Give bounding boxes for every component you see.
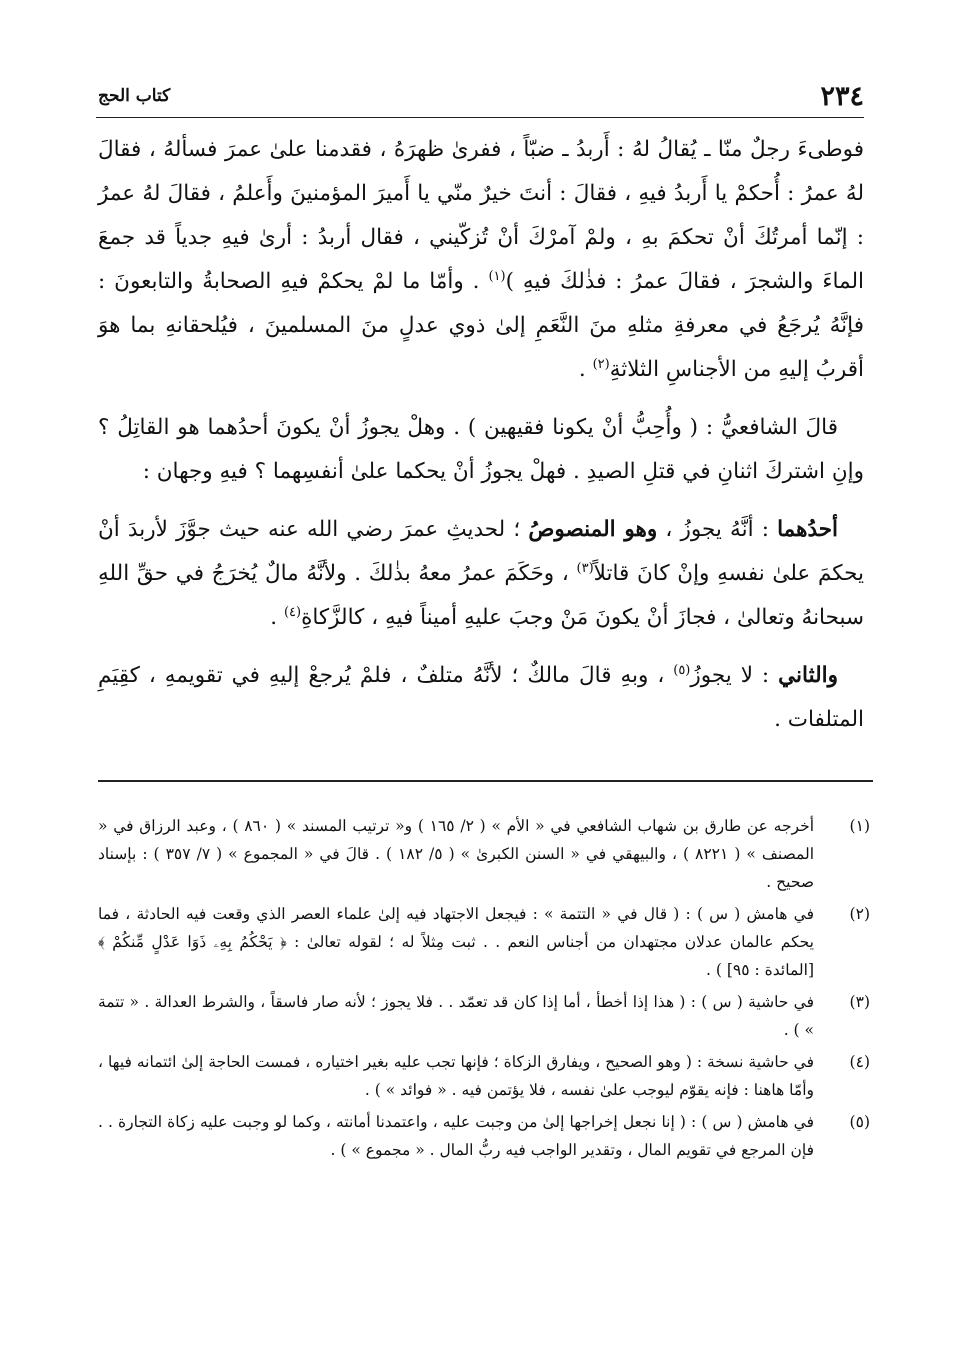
footnote-text: أخرجه عن طارق بن شهاب الشافعي في « الأم » ( ٢/ ١٦٥ ) و« ترتيب المسند » ( ٨٦٠ ) ، وعبد الرزاق في « المصنف » ( ٨٢٢١ ) ، والبيهقي في « السنن الكبرىٰ » ( ٥/ ١٨٢ ) . قالَ في « المجموع » ( ٧/ ٣٥٧ ) : بإسناد صحيح . — [98, 817, 815, 891]
footnote-2 — [98, 900, 870, 984]
footnote-number: (٥) — [849, 1113, 870, 1131]
paragraph-text: ، وبهِ قالَ مالكٌ ؛ لأنَّهُ متلفٌ ، فلمْ يُرجعْ إليهِ في تقويمهِ ، كقِيَمِ المتلفات . — [98, 663, 864, 732]
footnote-text: في حاشية ( س ) : ( هذا إذا أخطأ ، أما إذا كان قد تعمّد . . فلا يجوز ؛ لأنه صار فاسقاً ، والشرط العدالة . « تتمة » ) . — [98, 993, 814, 1039]
main-text — [98, 128, 864, 756]
footnote-3 — [98, 988, 870, 1044]
paragraph-text: : أنَّهُ يجوزُ ، — [657, 517, 778, 542]
paragraph-athar-umar — [98, 128, 864, 392]
paragraph-shafii-quote — [98, 406, 864, 494]
footnote-text: في حاشية نسخة : ( وهو الصحيح ، ويفارق الزكاة ؛ فإنها تجب عليه بغير اختياره ، فمست الحاجة إلىٰ ائتمانه فيها ، وأمّا هاهنا : فإنه يقوّم ليوجب علىٰ نفسه ، فلا يؤتمن فيه . « فوائد » ) . — [98, 1053, 814, 1099]
bold-phrase: وهو المنصوصُ — [528, 517, 658, 542]
paragraph-text: ، وحَكَمَ عمرُ معهُ بذٰلكَ . ولأنَّهُ مالٌ يُخرَجُ في حقِّ اللهِ سبحانهُ وتعالىٰ ، فجازَ أنْ يكونَ مَنْ وجبَ عليهِ أميناً فيهِ ، كالزَّكاةِ — [98, 561, 864, 630]
page-number: ٢٣٤ — [820, 80, 864, 112]
paragraph-text: فوطىءَ رجلٌ منّا ـ يُقالُ لهُ : أَربدُ ـ ضبّاً ، ففرىٰ ظهرَهُ ، فقدمنا علىٰ عمرَ فسألهُ ، فقالَ لهُ عمرُ : أُحكمْ يا أَربدُ فيهِ ، فقالَ : أنتَ خيرٌ منّي يا أَميرَ المؤمنينَ وأَعلمُ ، فقالَ لهُ عمرُ : إنّما أمرتُكَ أنْ تحكمَ بهِ ، ولمْ آمرْكَ أنْ تُزكّيني ، فقال أربدُ : أرىٰ فيهِ جدياً قد جمعَ الماءَ والشجرَ ، فقالَ عمرُ : فذٰلكَ فيهِ ) — [98, 137, 864, 294]
paragraph-text: قالَ الشافعيُّ : ( وأُحِبُّ أنْ يكونا فقيهين ) . وهلْ يجوزُ أنْ يكونَ أحدُهما هو القاتِلُ ؟ وإنِ اشتركَ اثنانِ في قتلِ الصيدِ . فهلْ يجوزُ أنْ يحكما علىٰ أنفسِهما ؟ فيهِ وجهان : — [98, 415, 864, 484]
footnote-1 — [98, 812, 870, 896]
footnote-text: في هامش ( س ) : ( إنا نجعل إخراجها إلىٰ من وجبت عليه ، واعتمدنا أمانته ، وكما لو وجبت عليه زكاة التجارة . . فإن المرجع في تقويم المال ، وتقدير الواجب فيه ربُّ المال . « مجموع » ) . — [98, 1113, 814, 1159]
paragraph-text: : لا يجوزُ — [690, 663, 779, 688]
footnote-ref-3: (٣) — [576, 560, 594, 576]
running-header — [98, 78, 864, 114]
footnotes — [98, 812, 870, 1168]
footnote-ref-5: (٥) — [673, 662, 691, 678]
view-label: والثاني — [778, 663, 838, 688]
paragraph-text: . — [270, 605, 284, 630]
footnotes-divider — [98, 780, 873, 782]
paragraph-first-view — [98, 508, 864, 640]
footnote-number: (٣) — [849, 993, 870, 1011]
footnote-text: في هامش ( س ) : ( قال في « التتمة » : فيجعل الاجتهاد فيه إلىٰ علماء العصر الذي وقعت فيه الحادثة ، فما يحكم عالمان عدلان مجتهدان من أجناس النعم . . ثبت مِثلاً له ؛ لقوله تعالىٰ : ﴿ يَحْكُمُ بِهِۦ ذَوَا عَدْلٍ مِّنكُمْ ﴾ [المائدة : ٩٥] ) . — [98, 905, 814, 979]
footnote-number: (٤) — [849, 1053, 870, 1071]
footnote-ref-4: (٤) — [283, 604, 302, 620]
paragraph-text: . — [578, 357, 593, 382]
paragraph-text: . وأمّا ما لمْ يحكمْ فيهِ الصحابةُ والتابعونَ : فإنَّهُ يُرجَعُ في معرفةِ مثلهِ منَ النَّعَمِ إلىٰ ذوي عدلٍ منَ المسلمينَ ، فيُلحقانهِ بما هوَ أقربُ إليهِ من الأجناسِ الثلاثةِ — [98, 269, 864, 382]
footnote-ref-2: (٢) — [592, 356, 610, 372]
paragraph-text: ؛ لحديثِ عمرَ رضي الله عنه حيث جوَّزَ لأربدَ أنْ يحكمَ علىٰ نفسهِ وإنْ كانَ قاتلاً — [98, 517, 865, 586]
footnote-ref-1: (١) — [488, 268, 506, 284]
book-title: كتاب الحج — [98, 86, 171, 106]
footnote-4 — [98, 1048, 870, 1104]
footnote-number: (١) — [849, 817, 870, 835]
header-divider — [96, 117, 864, 118]
view-label: أحدُهما — [777, 517, 838, 542]
paragraph-second-view — [98, 654, 864, 742]
footnote-number: (٢) — [849, 905, 870, 923]
footnote-5 — [98, 1108, 870, 1164]
